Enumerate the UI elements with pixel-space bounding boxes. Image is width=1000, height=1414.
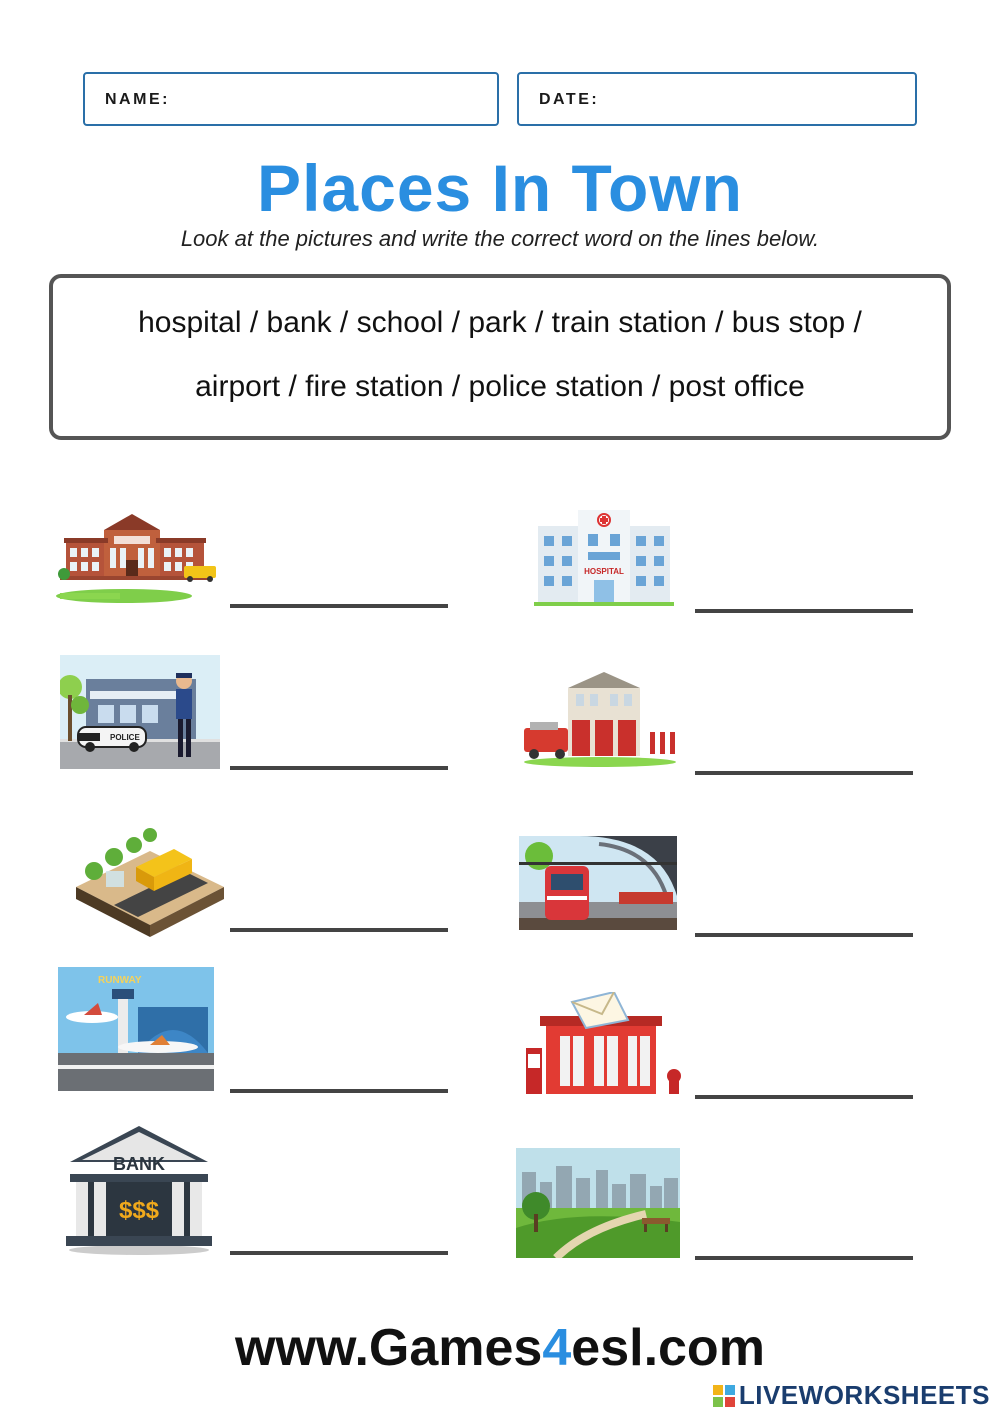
liveworksheets-watermark: [713, 1380, 990, 1411]
name-field[interactable]: [83, 72, 499, 126]
liveworksheets-logo-icon: [713, 1385, 735, 1407]
bus-stop-icon: [74, 827, 226, 937]
answer-input-post-office[interactable]: [695, 1059, 917, 1095]
answer-input-school[interactable]: [230, 568, 452, 604]
answer-input-police-station[interactable]: [230, 730, 452, 766]
park-icon: [516, 1148, 680, 1258]
answer-input-park[interactable]: [695, 1220, 917, 1256]
answer-input-fire-station[interactable]: [695, 735, 917, 771]
footer-site-pre: www.Games: [235, 1319, 543, 1377]
fire-station-icon: [520, 670, 682, 768]
answer-line: [230, 766, 448, 770]
footer-site-four: 4: [542, 1319, 572, 1377]
bank-money-text: $$$: [118, 1197, 160, 1224]
answer-line: [695, 609, 913, 613]
answer-input-bus-stop[interactable]: [230, 892, 452, 928]
school-icon: [54, 508, 220, 606]
answer-line: [695, 1095, 913, 1099]
answer-line: [230, 604, 448, 608]
page-title: Places In Town: [257, 151, 743, 225]
word-bank-line-2: airport / fire station / police station / post office: [195, 370, 805, 403]
answer-line: [230, 1089, 448, 1093]
train-station-icon: [519, 836, 677, 930]
word-bank-line-1: hospital / bank / school / park / train station / bus stop /: [138, 306, 862, 339]
name-input[interactable]: [181, 84, 487, 118]
date-label: DATE:: [539, 91, 600, 108]
bank-icon: [64, 1122, 214, 1256]
date-input[interactable]: [615, 84, 905, 118]
answer-line: [695, 933, 913, 937]
runway-text: RUNWAY: [98, 975, 142, 986]
instructions: Look at the pictures and write the correct word on the lines below.: [180, 226, 820, 251]
police-station-icon: [60, 655, 220, 769]
liveworksheets-text: LIVEWORKSHEETS: [738, 1380, 990, 1410]
police-car-text: POLICE: [110, 733, 140, 742]
answer-line: [695, 771, 913, 775]
name-label: NAME:: [105, 91, 170, 108]
bank-sign-text: BANK: [113, 1154, 165, 1174]
word-bank: [49, 274, 951, 440]
answer-input-train-station[interactable]: [695, 897, 917, 933]
answer-line: [695, 1256, 913, 1260]
footer-site-post: esl.com: [571, 1319, 765, 1377]
date-field[interactable]: [517, 72, 917, 126]
answer-line: [230, 1251, 448, 1255]
hospital-icon: [534, 506, 674, 606]
answer-input-airport[interactable]: [230, 1053, 452, 1089]
post-office-icon: [524, 992, 684, 1098]
answer-line: [230, 928, 448, 932]
answer-input-bank[interactable]: [230, 1215, 452, 1251]
hospital-sign-text: HOSPITAL: [584, 567, 624, 576]
answer-input-hospital[interactable]: [695, 573, 917, 609]
airport-icon: [58, 967, 214, 1091]
footer-website: [0, 1318, 1000, 1378]
